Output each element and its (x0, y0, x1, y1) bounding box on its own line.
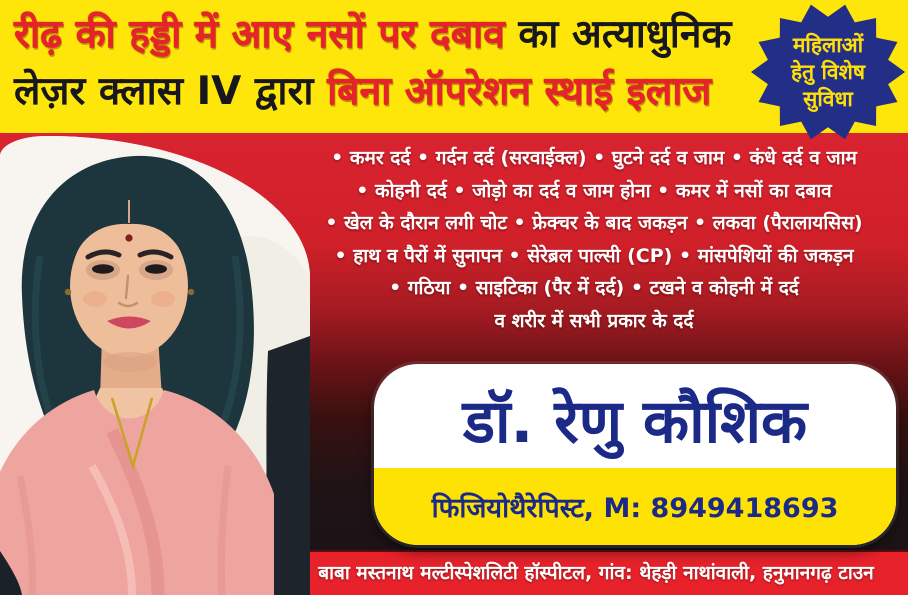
badge-line-1: महिलाओं (792, 32, 864, 57)
badge-text (751, 3, 905, 141)
badge-line-2: हेतु विशेष (791, 59, 865, 84)
badge-line-3: सुविधा (803, 86, 853, 111)
header-line2-dark: लेज़र क्लास IV द्वारा (14, 69, 328, 114)
ailment-line: व शरीर में सभी प्रकार के दर्द (494, 309, 694, 332)
doctor-name-plate (374, 364, 896, 545)
ailment-line: • गठिया • साइटिका (पैर में दर्द) • टखने व कोहनी में दर्द (389, 277, 799, 299)
ailment-line: • कोहनी दर्द • जोड़ो का दर्द व जाम होना • कमर में नसों का दबाव (356, 179, 832, 202)
doctor-name: डॉ. रेणु कौशिक (462, 387, 808, 457)
women-special-badge (751, 3, 905, 141)
hospital-address: बाबा मस्तनाथ मल्टीस्पेशलिटी हॉस्पीटल, गांव: थेहड़ी नाथांवाली, हनुमानगढ़ टाउन (318, 562, 874, 584)
doctor-photo (0, 136, 310, 595)
ailment-line: • हाथ व पैरों में सुनापन • सेरेब्रल पाल्सी (CP) • मांसपेशियों की जकड़न (334, 244, 854, 267)
ailments-list (285, 142, 903, 337)
header-line2-red: बिना ऑपरेशन स्थाई इलाज (327, 69, 712, 114)
ailment-line: • कमर दर्द • गर्दन दर्द (सरवाईक्ल) • घुटने दर्द व जाम • कंधे दर्द व जाम (331, 147, 857, 169)
header-line1-dark: का अत्याधुनिक (504, 12, 732, 57)
header-line1-red: रीढ़ की हड्डी में आए नसों पर दबाव (14, 12, 505, 57)
doctor-designation-phone: फिजियोथैरेपिस्ट, M: 8949418693 (374, 468, 896, 545)
doctor-portrait-illustration (0, 136, 310, 595)
ailment-line: • खेल के दौरान लगी चोट • फ्रेक्चर के बाद जकड़न • लकवा (पैरालायसिस) (325, 212, 863, 234)
